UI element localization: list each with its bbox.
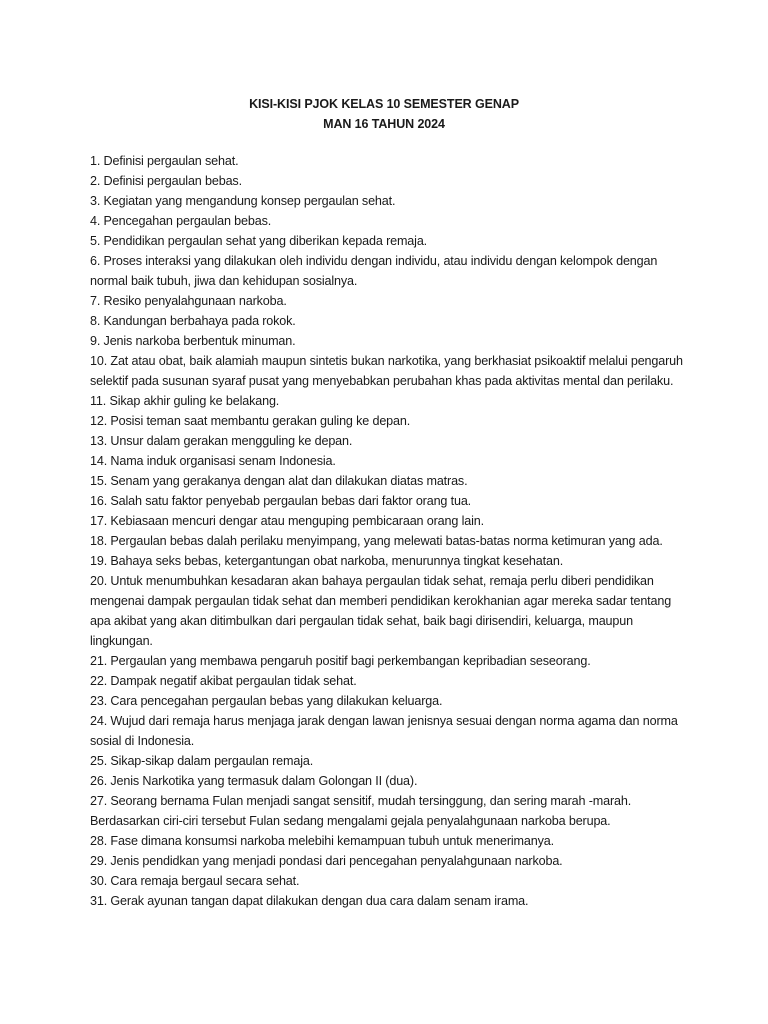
list-item: 15. Senam yang gerakanya dengan alat dan dilakukan diatas matras. [90, 474, 468, 488]
list-item: 6. Proses interaksi yang dilakukan oleh individu dengan individu, atau individu dengan kelompok dengan normal baik tubuh, jiwa dan kehidupan sosialnya. [90, 254, 658, 288]
list-item: 9. Jenis narkoba berbentuk minuman. [90, 334, 296, 348]
list-item: 18. Pergaulan bebas dalah perilaku menyimpang, yang melewati batas-batas norma ketimuran yang ada. [90, 534, 663, 548]
list-item: 29. Jenis pendidkan yang menjadi pondasi dari pencegahan penyalahgunaan narkoba. [90, 854, 563, 868]
list-item: 24. Wujud dari remaja harus menjaga jarak dengan lawan jenisnya sesuai dengan norma agama dan norma sosial di Indonesia. [90, 714, 678, 748]
list-item: 5. Pendidikan pergaulan sehat yang diberikan kepada remaja. [90, 234, 428, 248]
list-item: 19. Bahaya seks bebas, ketergantungan obat narkoba, menurunnya tingkat kesehatan. [90, 554, 564, 568]
list-item: 11. Sikap akhir guling ke belakang. [90, 394, 280, 408]
list-item: 16. Salah satu faktor penyebab pergaulan bebas dari faktor orang tua. [90, 494, 472, 508]
list-item: 8. Kandungan berbahaya pada rokok. [90, 314, 296, 328]
list-item: 3. Kegiatan yang mengandung konsep pergaulan sehat. [90, 194, 396, 208]
list-item: 1. Definisi pergaulan sehat. [90, 154, 239, 168]
list-item: 13. Unsur dalam gerakan mengguling ke depan. [90, 434, 353, 448]
document-header [0, 94, 768, 134]
list-item: 20. Untuk menumbuhkan kesadaran akan bahaya pergaulan tidak sehat, remaja perlu diberi pendidikan mengenai dampak pergaulan tidak sehat dan memberi pendidikan kerokhanian agar mereka sadar tentang apa akibat yang akan ditimbulkan dari pergaulan tidak sehat, baik bagi dirisendiri, keluarga, maupun lingkungan. [90, 574, 672, 648]
list-item: 7. Resiko penyalahgunaan narkoba. [90, 294, 287, 308]
list-item: 10. Zat atau obat, baik alamiah maupun sintetis bukan narkotika, yang berkhasiat psikoaktif melalui pengaruh selektif pada susunan syaraf pusat yang menyebabkan perubahan khas pada aktivitas mental dan perilaku. [90, 354, 683, 388]
document-subtitle: MAN 16 TAHUN 2024 [323, 117, 445, 131]
list-item: 30. Cara remaja bergaul secara sehat. [90, 874, 300, 888]
list-item: 26. Jenis Narkotika yang termasuk dalam Golongan II (dua). [90, 774, 418, 788]
list-item: 21. Pergaulan yang membawa pengaruh positif bagi perkembangan kepribadian seseorang. [90, 654, 591, 668]
list-item: 22. Dampak negatif akibat pergaulan tidak sehat. [90, 674, 357, 688]
list-item: 27. Seorang bernama Fulan menjadi sangat sensitif, mudah tersinggung, dan sering marah -marah. Berdasarkan ciri-ciri tersebut Fulan sedang mengalami gejala penyalahgunaan narkoba berupa. [90, 794, 632, 828]
list-item: 28. Fase dimana konsumsi narkoba melebihi kemampuan tubuh untuk menerimanya. [90, 834, 554, 848]
list-item: 2. Definisi pergaulan bebas. [90, 174, 242, 188]
list-item: 14. Nama induk organisasi senam Indonesia. [90, 454, 336, 468]
list-item: 31. Gerak ayunan tangan dapat dilakukan dengan dua cara dalam senam irama. [90, 894, 529, 908]
document-title: KISI-KISI PJOK KELAS 10 SEMESTER GENAP [249, 97, 519, 111]
list-item: 23. Cara pencegahan pergaulan bebas yang dilakukan keluarga. [90, 694, 443, 708]
question-list [90, 151, 690, 911]
list-item: 17. Kebiasaan mencuri dengar atau menguping pembicaraan orang lain. [90, 514, 484, 528]
list-item: 12. Posisi teman saat membantu gerakan guling ke depan. [90, 414, 411, 428]
list-item: 4. Pencegahan pergaulan bebas. [90, 214, 272, 228]
list-item: 25. Sikap-sikap dalam pergaulan remaja. [90, 754, 314, 768]
